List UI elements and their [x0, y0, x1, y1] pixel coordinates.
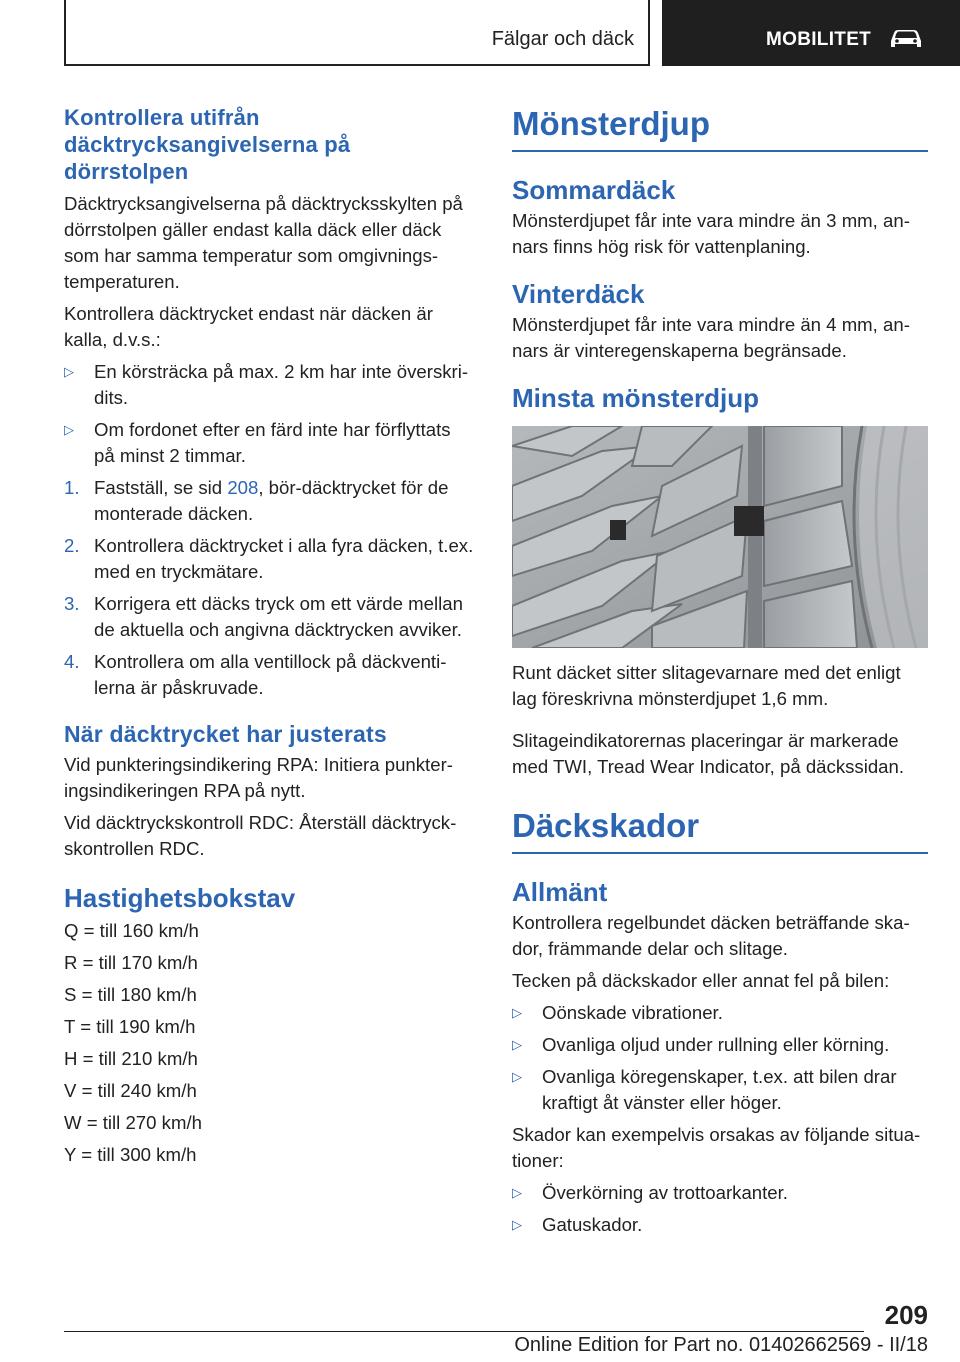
triangle-bullet-icon: ▷: [512, 1005, 522, 1020]
speed-item: V = till 240 km/h: [64, 1080, 197, 1101]
heading-winter-tyres: Vinterdäck: [512, 279, 645, 309]
car-icon: [888, 28, 924, 50]
heading-min-tread: Minsta mönsterdjup: [512, 383, 760, 413]
paragraph-rdc: Vid däcktryckskontroll RDC: Återställ däcktryckskontrollen RDC.: [64, 812, 457, 859]
paragraph-check-regularly: Kontrollera regelbundet däcken beträffande skador, främmande delar och slitage.: [512, 912, 910, 959]
header-chapter-tab: [662, 0, 960, 66]
triangle-bullet-icon: ▷: [512, 1217, 522, 1232]
speed-item: Q = till 160 km/h: [64, 920, 199, 941]
triangle-bullet-icon: ▷: [64, 422, 74, 437]
paragraph-wear-indicators: Runt däcket sitter slitagevarnare med det enligt lag föreskrivna mönsterdjupet 1,6 mm.: [512, 662, 901, 709]
paragraph-cold-tyres: Kontrollera däcktrycket endast när däcken är kalla, d.v.s.:: [64, 303, 433, 350]
triangle-bullet-icon: ▷: [512, 1185, 522, 1200]
list-item: ▷ Ovanliga oljud under rullning eller körning.: [512, 1032, 928, 1058]
step-number: 4.: [64, 651, 80, 672]
triangle-bullet-icon: ▷: [64, 364, 74, 379]
heading-door-pillar: Kontrollera utifrån däcktrycksangivelserna på dörrstolpen: [64, 105, 351, 184]
header-chapter-title: MOBILITET: [766, 29, 872, 50]
page-number: 209: [884, 1300, 928, 1330]
speed-item: T = till 190 km/h: [64, 1016, 196, 1037]
triangle-bullet-icon: ▷: [512, 1037, 522, 1052]
paragraph-winter: Mönsterdjupet får inte vara mindre än 4 mm, annars är vinteregenskaperna begränsade.: [512, 314, 910, 361]
heading-tread-depth: Mönsterdjup: [512, 104, 928, 152]
step-item: 2. Kontrollera däcktrycket i alla fyra däcken, t.ex. med en tryckmätare.: [64, 535, 474, 582]
step-item: 3. Korrigera ett däcks tryck om ett värde mellan de aktuella och angivna däcktrycken avviker.: [64, 593, 463, 640]
list-item: ▷ Om fordonet efter en färd inte har förflyttats på minst 2 timmar.: [64, 419, 451, 466]
heading-general: Allmänt: [512, 877, 608, 907]
footer-edition: Online Edition for Part no. 01402662569 - II/18: [514, 1334, 928, 1356]
speed-item: W = till 270 km/h: [64, 1112, 202, 1133]
triangle-bullet-icon: ▷: [512, 1069, 522, 1084]
list-item: ▷ Oönskade vibrationer.: [512, 1000, 928, 1026]
footer-divider: [64, 1331, 864, 1332]
list-item: ▷ En körsträcka på max. 2 km har inte överskridits.: [64, 361, 469, 408]
speed-item: S = till 180 km/h: [64, 984, 197, 1005]
step-item: 1. Fastställ, se sid 208, bör-däcktrycket för de monterade däcken.: [64, 477, 449, 524]
paragraph-signs: Tecken på däckskador eller annat fel på bilen:: [512, 970, 890, 991]
tyre-tread-illustration: [512, 426, 928, 648]
speed-item: H = till 210 km/h: [64, 1048, 198, 1069]
list-item: ▷ Överkörning av trottoarkanter.: [512, 1180, 928, 1206]
paragraph-twi: Slitageindikatorernas placeringar är markerade med TWI, Tread Wear Indicator, på däckssidan.: [512, 730, 905, 777]
step-item: 4. Kontrollera om alla ventillock på däckventilerna är påskruvade.: [64, 651, 447, 698]
step-number: 1.: [64, 477, 80, 498]
speed-item: Y = till 300 km/h: [64, 1144, 197, 1165]
heading-speed-letter: Hastighetsbokstav: [64, 883, 296, 913]
step-number: 3.: [64, 593, 80, 614]
page-link-208[interactable]: 208: [227, 477, 259, 498]
heading-after-adjust: När däcktrycket har justerats: [64, 721, 387, 747]
list-item: ▷ Ovanliga köregenskaper, t.ex. att bilen drar kraftigt åt vänster eller höger.: [512, 1066, 897, 1113]
page-header: [0, 0, 960, 66]
step-number: 2.: [64, 535, 80, 556]
heading-summer-tyres: Sommardäck: [512, 175, 676, 205]
paragraph-rpa: Vid punkteringsindikering RPA: Initiera punkteringsindikeringen RPA på nytt.: [64, 754, 453, 801]
paragraph-summer: Mönsterdjupet får inte vara mindre än 3 mm, annars finns hög risk för vattenplaning.: [512, 210, 910, 257]
left-column: [64, 104, 476, 1168]
list-item: ▷ Gatuskador.: [512, 1212, 928, 1238]
speed-item: R = till 170 km/h: [64, 952, 198, 973]
header-section-title: Fälgar och däck: [491, 28, 634, 50]
heading-tyre-damage: Däckskador: [512, 806, 928, 854]
right-column: [512, 104, 928, 1238]
paragraph-door-info: Däcktrycksangivelserna på däcktrycksskylten på dörrstolpen gäller endast kalla däck eller däck som har samma temperatur som omgivningstemperaturen.: [64, 193, 463, 292]
header-section-box: [64, 0, 650, 66]
paragraph-causes: Skador kan exempelvis orsakas av följande situationer:: [512, 1124, 921, 1171]
